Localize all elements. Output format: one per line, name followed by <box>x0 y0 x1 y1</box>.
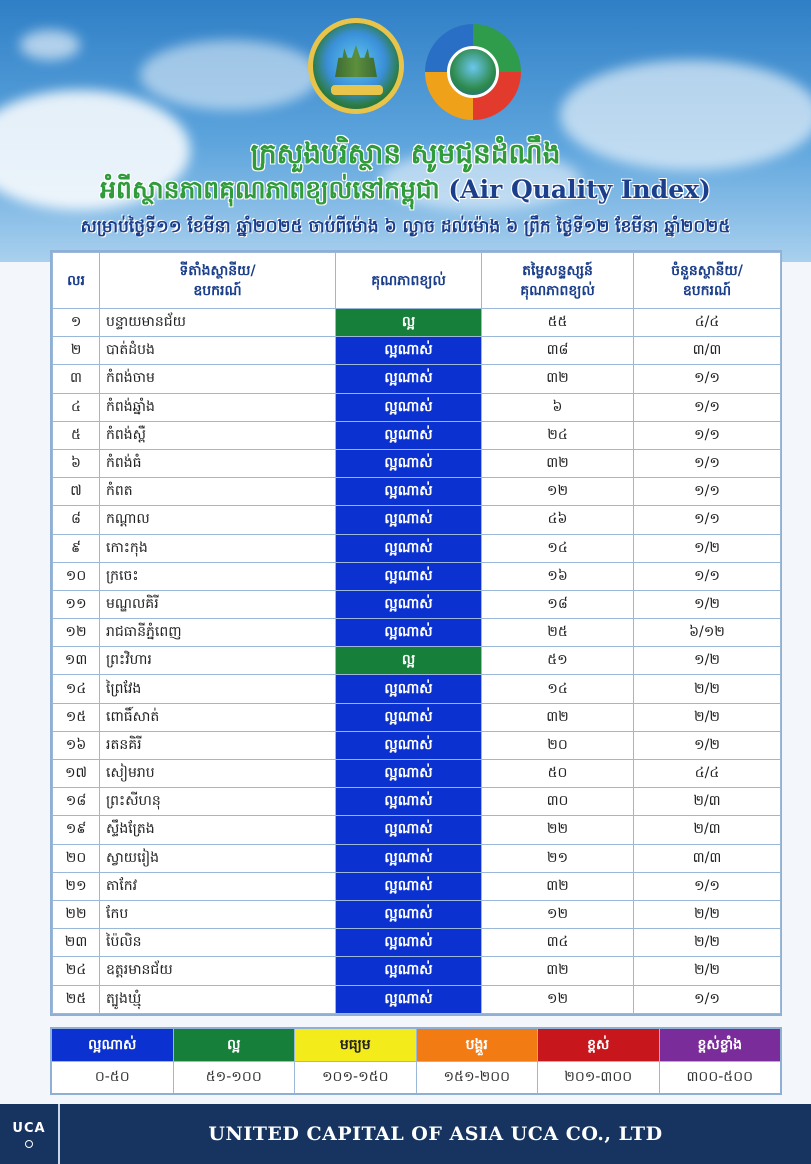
legend-ranges-row <box>52 1061 780 1093</box>
header-stations-line1: ចំនួនស្ថានីយ/ <box>671 262 743 279</box>
row-stations: ១/១ <box>634 393 781 421</box>
row-quality: ល្អណាស់ <box>336 675 482 703</box>
table-row <box>53 534 781 562</box>
row-location: កំពត <box>100 478 336 506</box>
table-row <box>53 393 781 421</box>
header-location <box>100 253 336 309</box>
angkor-temple-icon <box>335 45 377 77</box>
table-header-row <box>53 253 781 309</box>
row-index: ២៥ <box>482 619 634 647</box>
row-index: ៣២ <box>482 703 634 731</box>
row-location: ក្រចេះ <box>100 562 336 590</box>
uca-logo-text: UCA <box>12 1120 46 1136</box>
row-stations: ១/១ <box>634 506 781 534</box>
row-stations: ១/២ <box>634 731 781 759</box>
aqi-table <box>52 252 781 1014</box>
table-row <box>53 816 781 844</box>
legend-label: បង្គួរ <box>417 1029 539 1061</box>
row-no: ១១ <box>53 590 100 618</box>
row-stations: ៣/៣ <box>634 844 781 872</box>
row-no: ៨ <box>53 506 100 534</box>
row-no: ៥ <box>53 421 100 449</box>
table-row <box>53 506 781 534</box>
row-quality: ល្អ <box>336 647 482 675</box>
row-location: តាកែវ <box>100 872 336 900</box>
row-stations: ២/៣ <box>634 816 781 844</box>
table-row <box>53 478 781 506</box>
row-location: បាត់ដំបង <box>100 337 336 365</box>
row-quality: ល្អណាស់ <box>336 816 482 844</box>
row-index: ៣៨ <box>482 337 634 365</box>
row-index: ២១ <box>482 844 634 872</box>
row-no: ២៣ <box>53 929 100 957</box>
table-row <box>53 675 781 703</box>
aqi-legend <box>50 1027 782 1095</box>
table-row <box>53 449 781 477</box>
row-index: ៣២ <box>482 365 634 393</box>
aqi-table-container <box>50 250 782 1016</box>
uca-logo-icon <box>0 1104 60 1164</box>
legend-label: ខ្ពស់ <box>538 1029 660 1061</box>
table-row <box>53 703 781 731</box>
row-stations: ២/២ <box>634 957 781 985</box>
legend-range: ០-៥០ <box>52 1061 174 1093</box>
header-location-line1: ទីតាំងស្ថានីយ/ <box>179 262 256 279</box>
row-no: ១ <box>53 309 100 337</box>
row-quality: ល្អណាស់ <box>336 421 482 449</box>
row-location: សៀមរាប <box>100 760 336 788</box>
title-line-3-date: សម្រាប់ថ្ងៃទី១១ ខែមីនា ឆ្នាំ២០២៥ ចាប់ពីម៉ោង ៦ ល្ងាច ដល់ម៉ោង ៦ ព្រឹក ថ្ងៃទី១២ ខែមីនា ឆ្នាំ២០២៥ <box>80 217 731 237</box>
row-stations: ១/១ <box>634 449 781 477</box>
row-stations: ១/១ <box>634 478 781 506</box>
row-index: ៥០ <box>482 760 634 788</box>
row-location: កំពង់ធំ <box>100 449 336 477</box>
row-location: កំពង់ស្ពឺ <box>100 421 336 449</box>
row-stations: ១/២ <box>634 647 781 675</box>
footer-bar <box>0 1104 811 1164</box>
row-index: ១៤ <box>482 534 634 562</box>
header-index-line1: តម្លៃសន្ទស្សន៍ <box>522 262 593 279</box>
logos <box>0 14 811 124</box>
row-index: ២៤ <box>482 421 634 449</box>
title-line-2-km: អំពីស្ថានភាពគុណភាពខ្យល់នៅកម្ពុជា <box>100 175 440 204</box>
legend-range: ៥១-១០០ <box>174 1061 296 1093</box>
row-quality: ល្អណាស់ <box>336 337 482 365</box>
row-quality: ល្អណាស់ <box>336 478 482 506</box>
table-row <box>53 900 781 928</box>
row-location: រាជធានីភ្នំពេញ <box>100 619 336 647</box>
row-no: ២៥ <box>53 985 100 1013</box>
row-quality: ល្អណាស់ <box>336 534 482 562</box>
row-location: កណ្ដាល <box>100 506 336 534</box>
table-row <box>53 562 781 590</box>
row-no: ១៩ <box>53 816 100 844</box>
row-stations: ១/១ <box>634 365 781 393</box>
legend-label: ល្អណាស់ <box>52 1029 174 1061</box>
row-quality: ល្អណាស់ <box>336 506 482 534</box>
row-index: ១២ <box>482 900 634 928</box>
table-row <box>53 872 781 900</box>
row-location: កំពង់ឆ្នាំង <box>100 393 336 421</box>
table-row <box>53 731 781 759</box>
row-no: ១៦ <box>53 731 100 759</box>
row-no: ២១ <box>53 872 100 900</box>
row-index: ៣០ <box>482 788 634 816</box>
row-index: ១២ <box>482 478 634 506</box>
emblem-center-icon <box>447 46 499 98</box>
row-no: ២០ <box>53 844 100 872</box>
row-no: ២៤ <box>53 957 100 985</box>
legend-range: ៣០០-៥០០ <box>660 1061 781 1093</box>
row-index: ១៤ <box>482 675 634 703</box>
row-quality: ល្អណាស់ <box>336 957 482 985</box>
row-stations: ១/១ <box>634 562 781 590</box>
row-index: ៣២ <box>482 449 634 477</box>
table-row <box>53 309 781 337</box>
row-stations: ២/២ <box>634 900 781 928</box>
table-row <box>53 421 781 449</box>
row-stations: ៤/៤ <box>634 309 781 337</box>
row-quality: ល្អណាស់ <box>336 900 482 928</box>
header-quality: គុណភាពខ្យល់ <box>336 253 482 309</box>
legend-range: ១០១-១៥០ <box>295 1061 417 1093</box>
table-row <box>53 619 781 647</box>
row-index: ៤៦ <box>482 506 634 534</box>
row-no: ១៣ <box>53 647 100 675</box>
row-index: ២២ <box>482 816 634 844</box>
row-location: បន្ទាយមានជ័យ <box>100 309 336 337</box>
row-stations: ៦/១២ <box>634 619 781 647</box>
row-no: ៣ <box>53 365 100 393</box>
row-index: ៦ <box>482 393 634 421</box>
row-stations: ២/២ <box>634 703 781 731</box>
ribbon-icon <box>331 85 383 95</box>
row-stations: ១/១ <box>634 872 781 900</box>
row-no: ២២ <box>53 900 100 928</box>
row-index: ១៨ <box>482 590 634 618</box>
row-no: ១៤ <box>53 675 100 703</box>
table-row <box>53 929 781 957</box>
row-index: ៣២ <box>482 872 634 900</box>
row-quality: ល្អណាស់ <box>336 365 482 393</box>
row-index: ៣២ <box>482 957 634 985</box>
row-no: ១៧ <box>53 760 100 788</box>
row-location: ពោធិ៍សាត់ <box>100 703 336 731</box>
row-quality: ល្អណាស់ <box>336 760 482 788</box>
header-banner <box>0 0 811 262</box>
legend-label: ខ្ពស់ខ្លាំង <box>660 1029 781 1061</box>
table-row <box>53 985 781 1013</box>
table-row <box>53 844 781 872</box>
legend-labels-row <box>52 1029 780 1061</box>
row-quality: ល្អណាស់ <box>336 872 482 900</box>
row-stations: ៤/៤ <box>634 760 781 788</box>
row-no: ១២ <box>53 619 100 647</box>
row-index: ១២ <box>482 985 634 1013</box>
title-line-1: ក្រសួងបរិស្ថាន សូមជូនដំណឹង <box>250 137 561 170</box>
header-no: លរ <box>53 253 100 309</box>
row-quality: ល្អណាស់ <box>336 844 482 872</box>
uca-logo-dot-icon <box>25 1140 33 1148</box>
table-row <box>53 760 781 788</box>
title-line-2 <box>0 175 811 211</box>
row-stations: ២/២ <box>634 929 781 957</box>
row-stations: ២/២ <box>634 675 781 703</box>
row-no: ៧ <box>53 478 100 506</box>
row-quality: ល្អណាស់ <box>336 703 482 731</box>
row-location: ព្រះសីហនុ <box>100 788 336 816</box>
table-row <box>53 590 781 618</box>
row-location: កែប <box>100 900 336 928</box>
header-stations <box>634 253 781 309</box>
row-stations: ១/១ <box>634 985 781 1013</box>
ministry-environment-logo-icon <box>308 18 404 114</box>
row-no: ៩ <box>53 534 100 562</box>
row-location: ស្វាយរៀង <box>100 844 336 872</box>
row-location: ព្រះវិហារ <box>100 647 336 675</box>
row-stations: ១/២ <box>634 590 781 618</box>
legend-label: ល្អ <box>174 1029 296 1061</box>
row-location: កំពង់ចាម <box>100 365 336 393</box>
environment-emblem-logo-icon <box>425 24 521 120</box>
row-quality: ល្អ <box>336 309 482 337</box>
row-no: ១៥ <box>53 703 100 731</box>
row-quality: ល្អណាស់ <box>336 929 482 957</box>
row-location: កោះកុង <box>100 534 336 562</box>
row-no: ៦ <box>53 449 100 477</box>
row-location: មណ្ឌលគិរី <box>100 590 336 618</box>
row-quality: ល្អណាស់ <box>336 449 482 477</box>
row-index: ៣៤ <box>482 929 634 957</box>
company-name: UNITED CAPITAL OF ASIA UCA CO., LTD <box>208 1123 663 1145</box>
title-line-2-en: (Air Quality Index) <box>448 175 711 204</box>
table-row <box>53 365 781 393</box>
header-index-line2: គុណភាពខ្យល់ <box>520 282 595 299</box>
row-no: ១០ <box>53 562 100 590</box>
table-row <box>53 788 781 816</box>
row-location: ប៉ៃលិន <box>100 929 336 957</box>
legend-range: ២០១-៣០០ <box>538 1061 660 1093</box>
row-stations: ២/៣ <box>634 788 781 816</box>
row-quality: ល្អណាស់ <box>336 619 482 647</box>
row-location: ស្ទឹងត្រែង <box>100 816 336 844</box>
row-quality: ល្អណាស់ <box>336 788 482 816</box>
header-location-line2: ឧបករណ៍ <box>193 282 242 299</box>
header-index <box>482 253 634 309</box>
row-no: ១៨ <box>53 788 100 816</box>
legend-range: ១៥១-២០០ <box>417 1061 539 1093</box>
table-row <box>53 647 781 675</box>
row-no: ៤ <box>53 393 100 421</box>
row-index: ១៦ <box>482 562 634 590</box>
header-stations-line2: ឧបករណ៍ <box>682 282 732 299</box>
row-quality: ល្អណាស់ <box>336 731 482 759</box>
row-quality: ល្អណាស់ <box>336 590 482 618</box>
row-location: ឧត្ដរមានជ័យ <box>100 957 336 985</box>
row-stations: ១/១ <box>634 421 781 449</box>
row-quality: ល្អណាស់ <box>336 985 482 1013</box>
table-row <box>53 337 781 365</box>
row-location: ត្បូងឃ្មុំ <box>100 985 336 1013</box>
row-index: ២០ <box>482 731 634 759</box>
row-location: ព្រៃវែង <box>100 675 336 703</box>
row-no: ២ <box>53 337 100 365</box>
row-quality: ល្អណាស់ <box>336 562 482 590</box>
table-row <box>53 957 781 985</box>
row-quality: ល្អណាស់ <box>336 393 482 421</box>
row-stations: ១/២ <box>634 534 781 562</box>
row-index: ៥១ <box>482 647 634 675</box>
row-location: រតនគិរី <box>100 731 336 759</box>
row-stations: ៣/៣ <box>634 337 781 365</box>
legend-label: មធ្យម <box>295 1029 417 1061</box>
row-index: ៥៥ <box>482 309 634 337</box>
